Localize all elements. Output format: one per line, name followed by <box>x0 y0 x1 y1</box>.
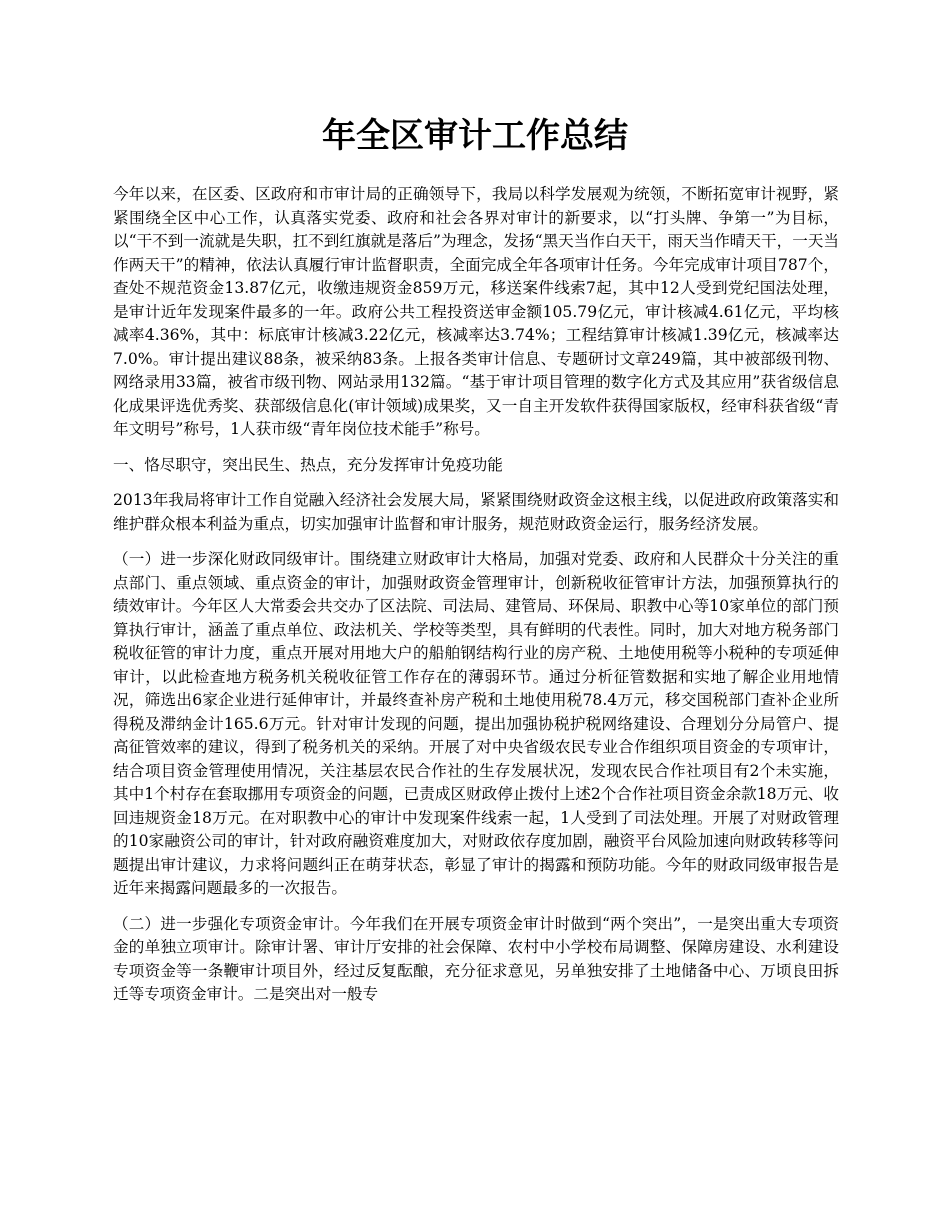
section-heading: 一、恪尽职守，突出民生、热点，充分发挥审计免疫功能 <box>113 455 503 474</box>
finance-audit-paragraph: （一）进一步深化财政同级审计。围绕建立财政审计大格局，加强对党委、政府和人民群众十分关注的重点部门、重点领域、重点资金的审计，加强财政资金管理审计，创新税收征管审计方法，加强预算执行的绩效审计。今年区人大常委会共交办了区法院、司法局、建管局、环保局、职教中心等10家单位的部门预算执行审计，涵盖了重点单位、政法机关、学校等类型，具有鲜明的代表性。同时，加大对地方税务部门税收征管的审计力度，重点开展对用地大户的船舶钢结构行业的房产税、土地使用税等小税种的专项延伸审计，以此检查地方税务机关税收征管工作存在的薄弱环节。通过分析征管数据和实地了解企业用地情况，筛选出6家企业进行延伸审计，并最终查补房产税和土地使用税78.4万元，移交国税部门查补企业所得税及滞纳金计165.6万元。针对审计发现的问题，提出加强协税护税网络建设、合理划分分局管户、提高征管效率的建议，得到了税务机关的采纳。开展了对中央省级农民专业合作组织项目资金的专项审计，结合项目资金管理使用情况，关注基层农民合作社的生存发展状况，发现农民合作社项目有2个未实施，其中1个村存在套取挪用专项资金的问题，已责成区财政停止拨付上述2个合作社项目资金余款18万元、收回违规资金18万元。在对职教中心的审计中发现案件线索一起，1人受到了司法处理。开展了对财政管理的10家融资公司的审计，针对政府融资难度加大，对财政依存度加剧，融资平台风险加速向财政转移等问题提出审计建议，力求将问题纠正在萌芽状态，彰显了审计的揭露和预防功能。今年的财政同级审报告是近年来揭露问题最多的一次报告。 <box>113 550 839 897</box>
special-fund-audit-paragraph: （二）进一步强化专项资金审计。今年我们在开展专项资金审计时做到“两个突出”，一是突出重大专项资金的单独立项审计。除审计署、审计厅安排的社会保障、农村中小学校布局调整、保障房建设、水利建设专项资金等一条鞭审计项目外，经过反复酝酿，充分征求意见，另单独安排了土地储备中心、万顷良田拆迁等专项资金审计。二是突出对一般专 <box>113 914 839 1003</box>
document-title: 年全区审计工作总结 <box>322 116 628 156</box>
section-intro-paragraph: 2013年我局将审计工作自觉融入经济社会发展大局，紧紧围绕财政资金这根主线，以促进政府政策落实和维护群众根本利益为重点，切实加强审计监督和审计服务，规范财政资金运行，服务经济发展。 <box>113 491 839 533</box>
intro-paragraph: 今年以来，在区委、区政府和市审计局的正确领导下，我局以科学发展观为统领，不断拓宽审计视野，紧紧围绕全区中心工作，认真落实党委、政府和社会各界对审计的新要求，以“打头牌、争第一”为目标，以“干不到一流就是失职，扛不到红旗就是落后”为理念，发扬“黑天当作白天干，雨天当作晴天干，一天当作两天干”的精神，依法认真履行审计监督职责，全面完成全年各项审计任务。今年完成审计项目787个，查处不规范资金13.87亿元，收缴违规资金859万元，移送案件线索7起，其中12人受到党纪国法处理，是审计近年发现案件最多的一年。政府公共工程投资送审金额105.79亿元，审计核减4.61亿元，平均核减率4.36%，其中：标底审计核减3.22亿元，核减率达3.74%；工程结算审计核减1.39亿元，核减率达7.0%。审计提出建议88条，被采纳83条。上报各类审计信息、专题研讨文章249篇，其中被部级刊物、网络录用33篇，被省市级刊物、网站录用132篇。“基于审计项目管理的数字化方式及其应用”获省级信息化成果评选优秀奖、获部级信息化(审计领域)成果奖，又一自主开发软件获得国家版权，经审科获省级“青年文明号”称号，1人获市级“青年岗位技术能手”称号。 <box>113 185 839 438</box>
document-body <box>113 183 839 1019</box>
